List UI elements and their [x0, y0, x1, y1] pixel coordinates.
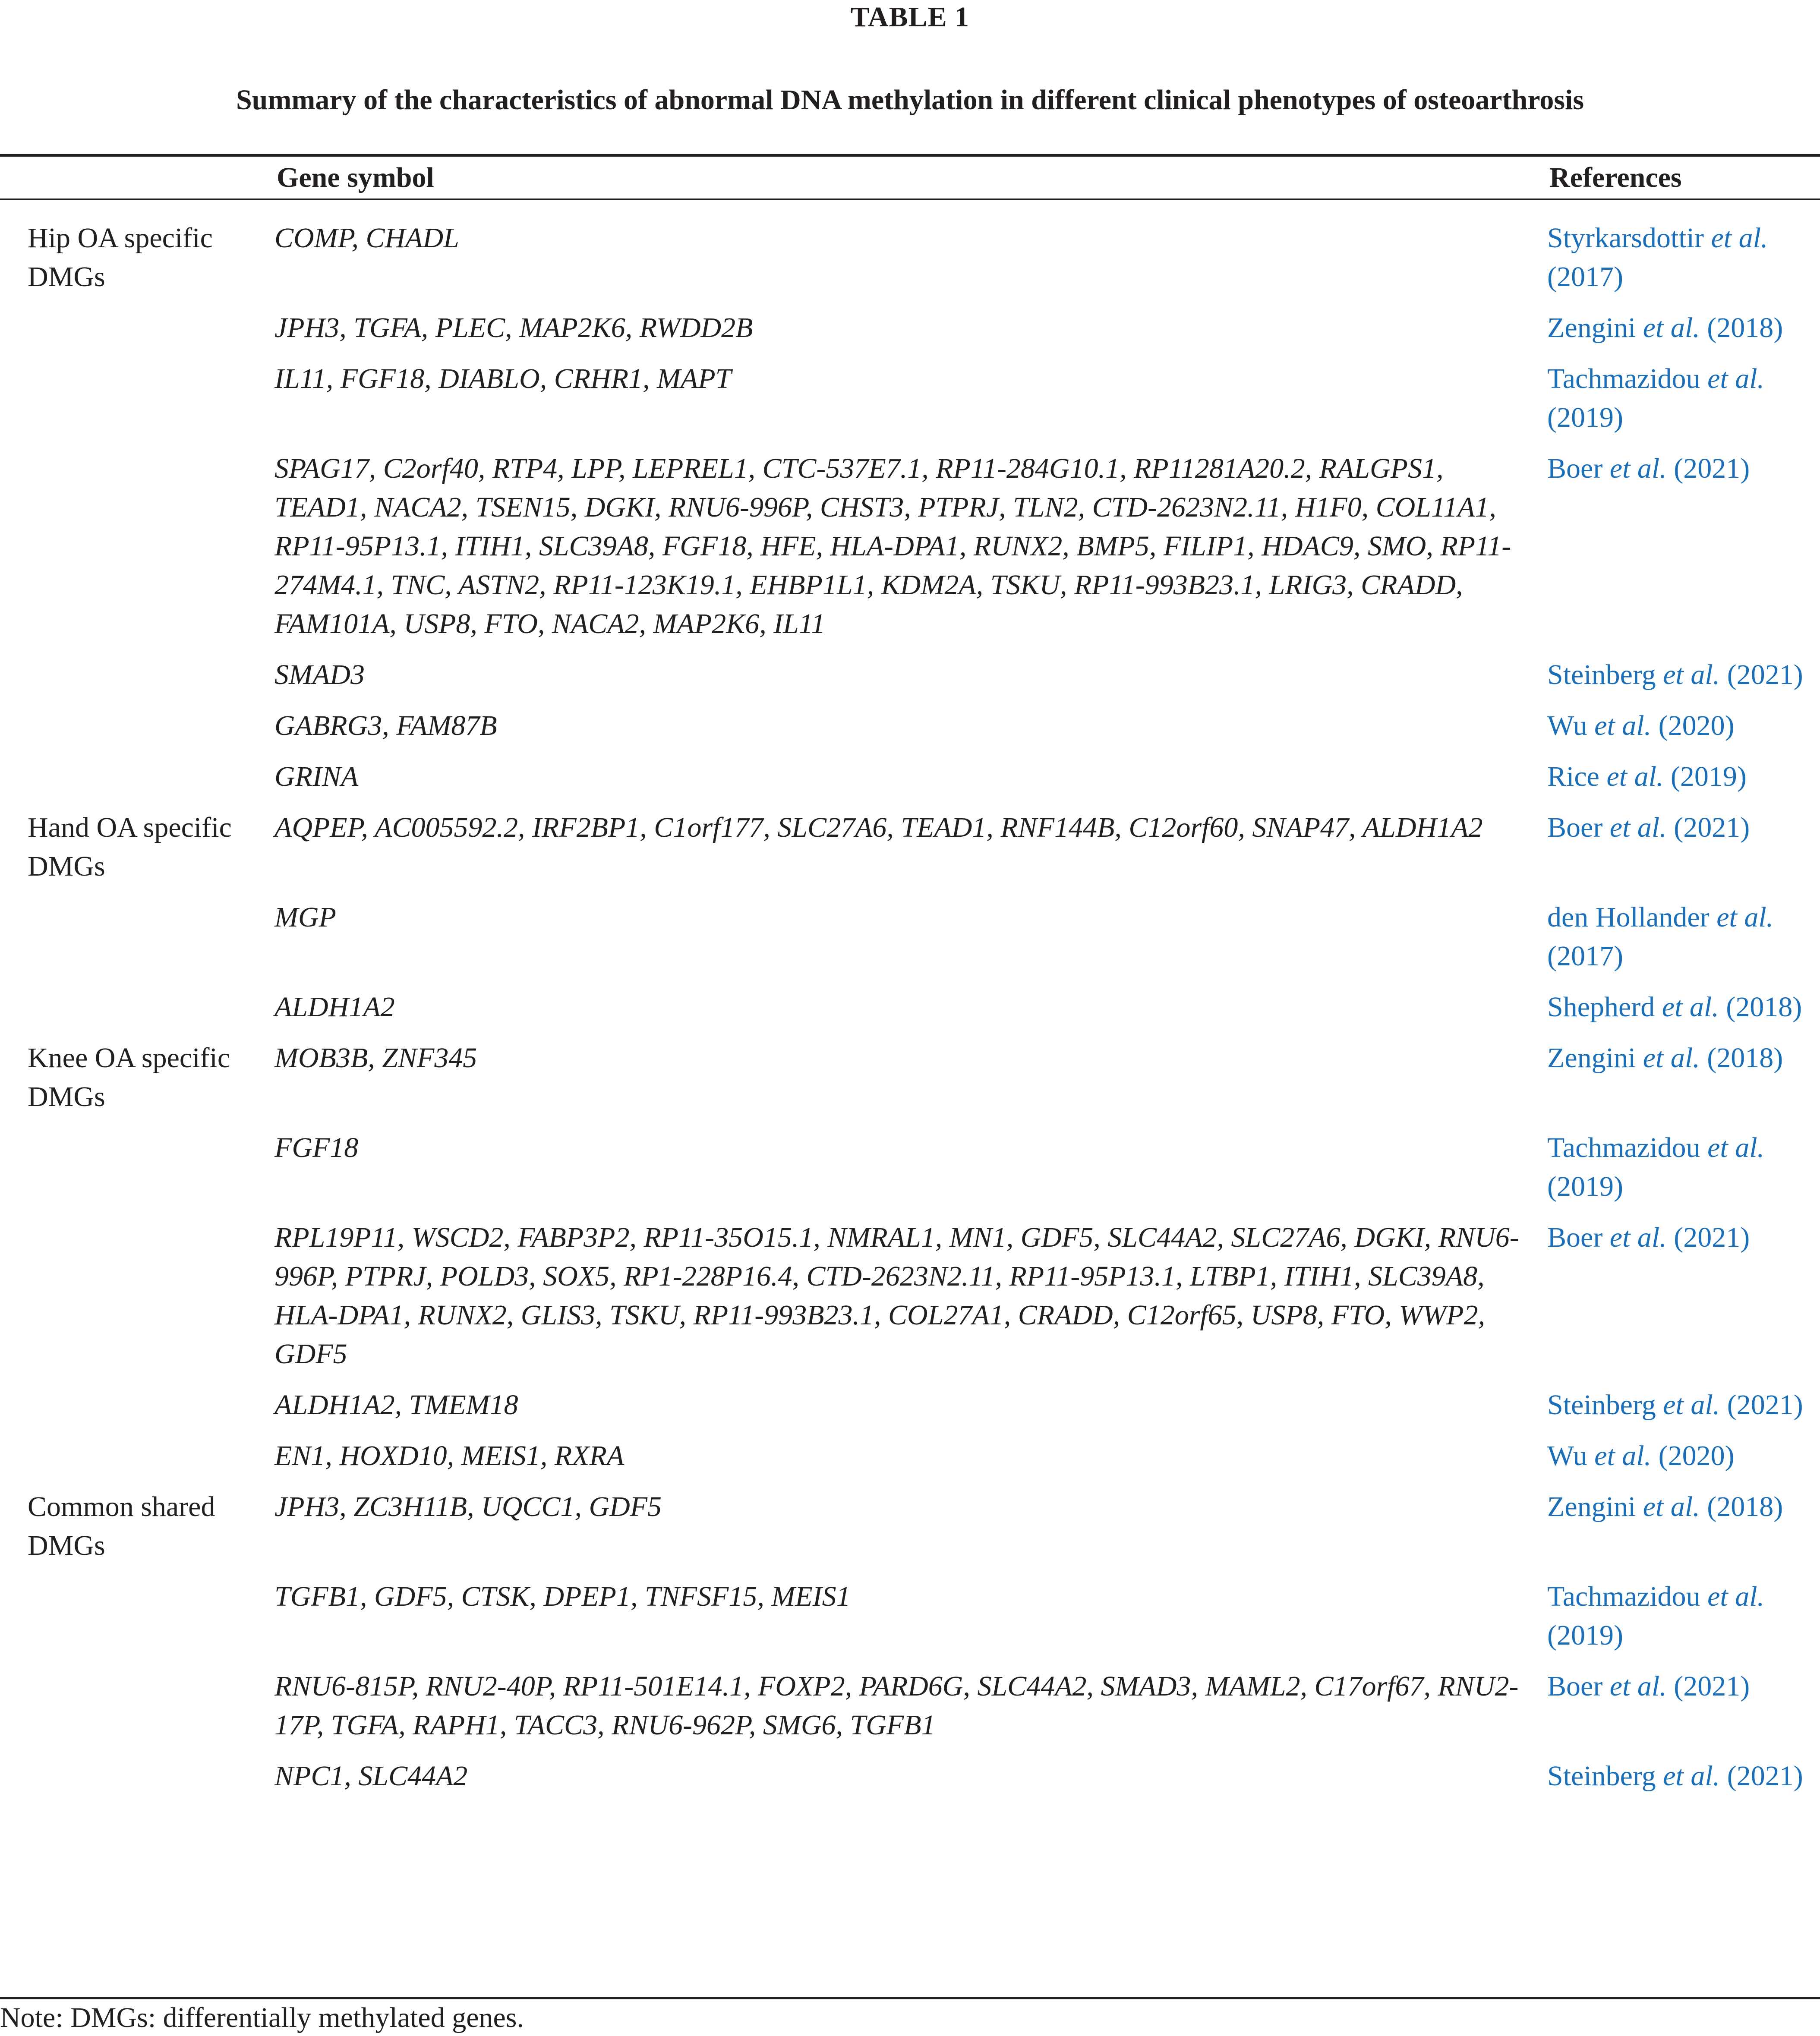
reference-author: Steinberg: [1547, 1389, 1656, 1421]
reference-etal: et al.: [1662, 991, 1719, 1023]
reference-author: Boer: [1547, 1222, 1603, 1253]
bottom-rule: [0, 1997, 1820, 1999]
reference-author: Steinberg: [1547, 659, 1656, 690]
reference-link[interactable]: [1547, 757, 1820, 808]
reference-author: Boer: [1547, 812, 1603, 843]
gene-symbol-cell: MGP: [274, 901, 336, 933]
reference-link[interactable]: [1547, 1667, 1820, 1757]
phenotype-cell: [0, 706, 274, 757]
reference-year: (2017): [1547, 261, 1623, 293]
reference-author: Boer: [1547, 1670, 1603, 1702]
gene-symbol-cell: SPAG17, C2orf40, RTP4, LPP, LEPREL1, CTC-537E7.1, RP11-284G10.1, RP11281A20.2, RALGPS1, TEAD1, NACA2, TSEN15, DGKI, RNU6-996P, CHST3, PTPRJ, TLN2, CTD-2623N2.11, H1F0, COL11A1, RP11-95P13.1, ITIH1, SLC39A8, FGF18, HFE, HLA-DPA1, RUNX2, BMP5, FILIP1, HDAC9, SMO, RP11-274M4.1, TNC, ASTN2, RP11-123K19.1, EHBP1L1, KDM2A, TSKU, RP11-993B23.1, LRIG3, CRADD, FAM101A, USP8, FTO, NACA2, MAP2K6, IL11: [274, 453, 1511, 640]
reference-link[interactable]: [1547, 1757, 1820, 1808]
reference-author: den Hollander: [1547, 901, 1710, 933]
reference-link[interactable]: [1547, 1039, 1820, 1128]
reference-year: (2021): [1674, 812, 1750, 843]
gene-symbol-cell: AQPEP, AC005592.2, IRF2BP1, C1orf177, SLC27A6, TEAD1, RNF144B, C12orf60, SNAP47, ALDH1A2: [274, 812, 1483, 843]
reference-author: Rice: [1547, 761, 1599, 792]
gene-symbol-cell: JPH3, TGFA, PLEC, MAP2K6, RWDD2B: [274, 312, 753, 344]
gene-symbol-cell: GABRG3, FAM87B: [274, 710, 497, 741]
reference-etal: et al.: [1609, 1670, 1667, 1702]
reference-etal: et al.: [1643, 1042, 1700, 1074]
reference-etal: et al.: [1609, 1222, 1667, 1253]
reference-etal: et al.: [1707, 1132, 1765, 1163]
table-caption: Summary of the characteristics of abnormal DNA methylation in different clinical phenotypes of osteoarthrosis: [236, 84, 1584, 116]
reference-year: (2021): [1727, 659, 1803, 690]
table-note: Note: DMGs: differentially methylated genes.: [0, 2002, 524, 2033]
phenotype-cell: [0, 988, 274, 1039]
gene-symbol-cell: ALDH1A2, TMEM18: [274, 1389, 518, 1421]
reference-author: Zengini: [1547, 312, 1636, 344]
reference-link[interactable]: [1547, 359, 1820, 449]
gene-symbol-cell: JPH3, ZC3H11B, UQCC1, GDF5: [274, 1491, 662, 1522]
reference-link[interactable]: [1547, 1577, 1820, 1667]
reference-link[interactable]: [1547, 1488, 1820, 1577]
gene-symbol-cell: MOB3B, ZNF345: [274, 1042, 477, 1074]
gene-symbol-cell: FGF18: [274, 1132, 359, 1163]
phenotype-cell: [0, 359, 274, 449]
reference-link[interactable]: [1547, 808, 1820, 898]
reference-author: Boer: [1547, 453, 1603, 484]
phenotype-cell: [0, 1218, 274, 1386]
header-gene-symbol: Gene symbol: [277, 162, 434, 193]
gene-symbol-cell: IL11, FGF18, DIABLO, CRHR1, MAPT: [274, 363, 732, 394]
gene-symbol-cell: RNU6-815P, RNU2-40P, RP11-501E14.1, FOXP2, PARD6G, SLC44A2, SMAD3, MAML2, C17orf67, RNU2-17P, TGFA, RAPH1, TACC3, RNU6-962P, SMG6, TGFB1: [274, 1670, 1519, 1741]
reference-year: (2021): [1727, 1389, 1803, 1421]
gene-symbol-cell: SMAD3: [274, 659, 365, 690]
reference-link[interactable]: [1547, 1386, 1820, 1437]
reference-etal: et al.: [1663, 1760, 1720, 1792]
header-references: References: [1549, 162, 1682, 193]
reference-author: Shepherd: [1547, 991, 1655, 1023]
reference-author: Steinberg: [1547, 1760, 1656, 1792]
reference-link[interactable]: [1547, 219, 1820, 309]
gene-symbol-cell: COMP, CHADL: [274, 222, 459, 254]
reference-link[interactable]: [1547, 898, 1820, 988]
phenotype-cell: Hip OA specific DMGs: [28, 222, 213, 293]
phenotype-cell: [0, 1437, 274, 1488]
reference-year: (2019): [1547, 1620, 1623, 1651]
reference-author: Tachmazidou: [1547, 1132, 1700, 1163]
reference-year: (2019): [1670, 761, 1747, 792]
phenotype-cell: [0, 656, 274, 706]
reference-year: (2021): [1674, 1222, 1750, 1253]
gene-symbol-cell: EN1, HOXD10, MEIS1, RXRA: [274, 1440, 625, 1472]
reference-year: (2021): [1727, 1760, 1803, 1792]
reference-year: (2020): [1658, 1440, 1735, 1472]
phenotype-cell: [0, 1386, 274, 1437]
reference-etal: et al.: [1609, 812, 1667, 843]
reference-year: (2018): [1707, 1491, 1783, 1522]
phenotype-cell: Hand OA specific DMGs: [28, 812, 232, 882]
reference-year: (2018): [1707, 312, 1783, 344]
reference-etal: et al.: [1716, 901, 1774, 933]
gene-symbol-cell: TGFB1, GDF5, CTSK, DPEP1, TNFSF15, MEIS1: [274, 1581, 851, 1612]
reference-link[interactable]: [1547, 1128, 1820, 1218]
phenotype-cell: [0, 898, 274, 988]
reference-link[interactable]: [1547, 988, 1820, 1039]
reference-etal: et al.: [1663, 1389, 1720, 1421]
table-body: [0, 219, 1820, 1808]
reference-author: Zengini: [1547, 1491, 1636, 1522]
gene-symbol-cell: NPC1, SLC44A2: [274, 1760, 468, 1792]
reference-etal: et al.: [1594, 1440, 1652, 1472]
gene-symbol-cell: RPL19P11, WSCD2, FABP3P2, RP11-35O15.1, NMRAL1, MN1, GDF5, SLC44A2, SLC27A6, DGKI, RNU6-996P, PTPRJ, POLD3, SOX5, RP1-228P16.4, CTD-2623N2.11, RP11-95P13.1, LTBP1, ITIH1, SLC39A8, HLA-DPA1, RUNX2, GLIS3, TSKU, RP11-993B23.1, COL27A1, CRADD, C12orf65, USP8, FTO, WWP2, GDF5: [274, 1222, 1519, 1370]
phenotype-cell: Knee OA specific DMGs: [28, 1042, 230, 1113]
reference-year: (2021): [1674, 1670, 1750, 1702]
phenotype-cell: [0, 309, 274, 359]
reference-author: Tachmazidou: [1547, 1581, 1700, 1612]
reference-year: (2021): [1674, 453, 1750, 484]
reference-author: Wu: [1547, 1440, 1587, 1472]
reference-etal: et al.: [1707, 363, 1765, 394]
reference-author: Zengini: [1547, 1042, 1636, 1074]
phenotype-cell: [0, 1577, 274, 1667]
reference-year: (2020): [1658, 710, 1735, 741]
top-rule: [0, 154, 1820, 157]
phenotype-cell: [0, 1757, 274, 1808]
reference-year: (2018): [1707, 1042, 1783, 1074]
reference-year: (2018): [1726, 991, 1802, 1023]
table-label: TABLE 1: [850, 1, 970, 33]
reference-author: Tachmazidou: [1547, 363, 1700, 394]
reference-etal: et al.: [1594, 710, 1652, 741]
phenotype-cell: [0, 1667, 274, 1757]
phenotype-cell: [0, 1128, 274, 1218]
gene-symbol-cell: GRINA: [274, 761, 359, 792]
reference-etal: et al.: [1643, 312, 1700, 344]
header-rule: [0, 199, 1820, 200]
reference-etal: et al.: [1609, 453, 1667, 484]
reference-link[interactable]: [1547, 1218, 1820, 1386]
reference-author: Styrkarsdottir: [1547, 222, 1704, 254]
gene-symbol-cell: ALDH1A2: [274, 991, 395, 1023]
reference-etal: et al.: [1707, 1581, 1765, 1612]
reference-link[interactable]: [1547, 706, 1820, 757]
reference-etal: et al.: [1711, 222, 1768, 254]
phenotype-cell: Common shared DMGs: [28, 1491, 215, 1561]
reference-link[interactable]: [1547, 1437, 1820, 1488]
reference-link[interactable]: [1547, 656, 1820, 706]
reference-etal: et al.: [1606, 761, 1664, 792]
reference-etal: et al.: [1643, 1491, 1700, 1522]
reference-link[interactable]: [1547, 449, 1820, 656]
reference-link[interactable]: [1547, 309, 1820, 359]
phenotype-cell: [0, 449, 274, 656]
reference-author: Wu: [1547, 710, 1587, 741]
phenotype-cell: [0, 757, 274, 808]
reference-year: (2017): [1547, 940, 1623, 972]
reference-year: (2019): [1547, 1171, 1623, 1202]
reference-year: (2019): [1547, 402, 1623, 433]
reference-etal: et al.: [1663, 659, 1720, 690]
